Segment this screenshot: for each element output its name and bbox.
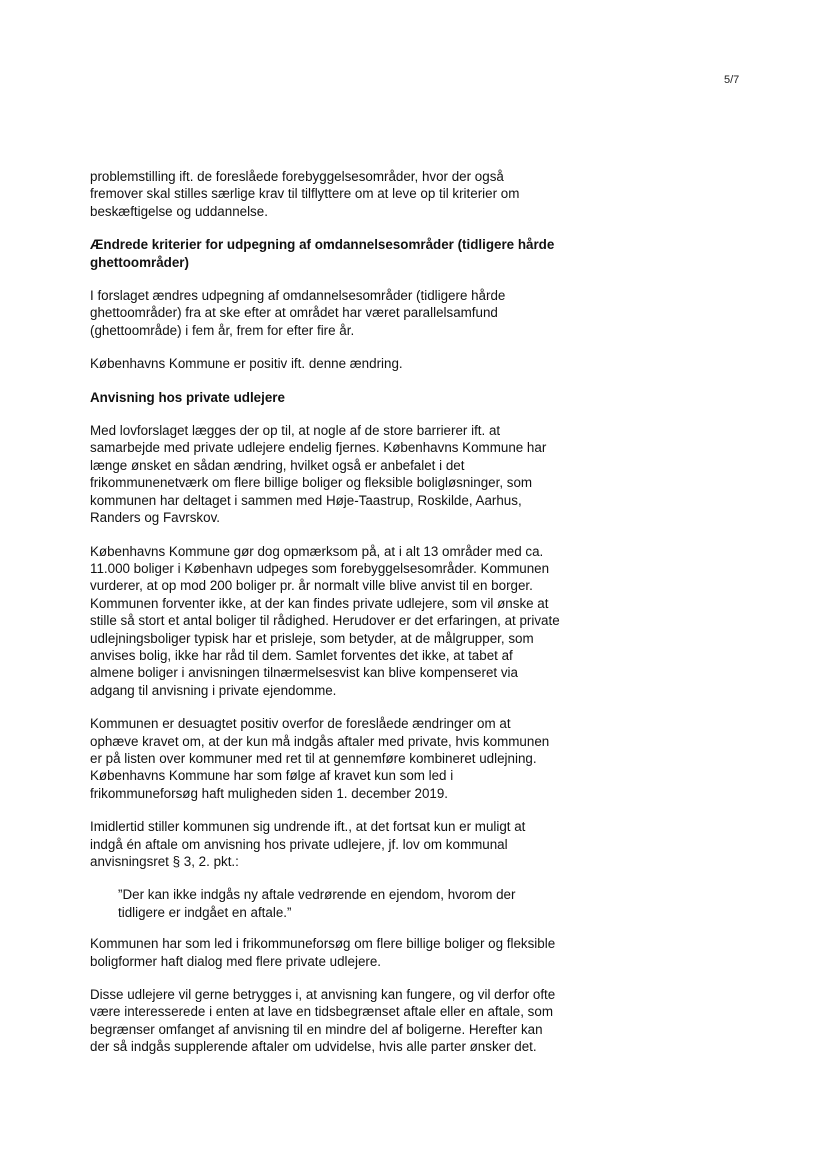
paragraph: Københavns Kommune gør dog opmærksom på, at i alt 13 områder med ca. 11.000 boliger i København udpeges som forebyggelsesområder. Kommunen vurderer, at op mod 200 boliger pr. år normalt ville blive anvist til en borger. Kommunen forventer ikke, at der kan findes private udlejere, som vil ønske at stille så stort et antal boliger til rådighed. Herudover er det erfaringen, at private udlejningsboliger typisk har et prisleje, som betyder, at de målgrupper, som anvises bolig, ikke har råd til dem. Samlet forventes det ikke, at tabet af almene boliger i anvisningen tilnærmelsesvist kan blive kompenseret via adgang til anvisning i private ejendomme. (90, 543, 560, 698)
paragraph: Københavns Kommune er positiv ift. denne ændring. (90, 356, 403, 372)
paragraph: Imidlertid stiller kommunen sig undrende ift., at det fortsat kun er muligt at indgå én aftale om anvisning hos private udlejere, jf. lov om kommunal anvisningsret § 3, 2. pkt.: (90, 819, 526, 869)
quote-text: ”Der kan ikke indgås ny aftale vedrørende en ejendom, hvorom der tidligere er indgået en aftale.” (118, 887, 516, 920)
paragraph: Disse udlejere vil gerne betrygges i, at anvisning kan fungere, og vil derfor ofte være interesserede i enten at lave en tidsbegrænset aftale eller en aftale, som begrænser omfanget af anvisning til en mindre del af boligerne. Herefter kan der så indgås supplerende aftaler om udvidelse, hvis alle parter ønsker det. (90, 987, 556, 1055)
paragraph: Kommunen har som led i frikommuneforsøg om flere billige boliger og fleksible boligformer haft dialog med flere private udlejere. (90, 936, 556, 969)
page-number: 5/7 (724, 74, 740, 86)
paragraph: Kommunen er desuagtet positiv overfor de foreslåede ændringer om at ophæve kravet om, at der kun må indgås aftaler med private, hvis kommunen er på listen over kommuner med ret til at gennemføre kombineret udlejning. Københavns Kommune har som følge af kravet kun som led i frikommuneforsøg haft muligheden siden 1. december 2019. (90, 716, 550, 801)
section-heading: Ændrede kriterier for udpegning af omdannelsesområder (tidligere hårde ghettoområder) (90, 237, 555, 270)
paragraph: problemstilling ift. de foreslåede forebyggelsesområder, hvor der også fremover skal stilles særlige krav til tilflyttere om at leve op til kriterier om beskæftigelse og uddannelse. (90, 169, 520, 219)
section-heading: Anvisning hos private udlejere (90, 389, 285, 405)
legal-quote (90, 886, 558, 921)
paragraph: Med lovforslaget lægges der op til, at nogle af de store barrierer ift. at samarbejde med private udlejere endelig fjernes. Københavns Kommune har længe ønsket en sådan ændring, hvilket også er anbefalet i det frikommunenetværk om flere billige boliger og fleksible boligløsninger, som kommunen har deltaget i sammen med Høje-Taastrup, Roskilde, Aarhus, Randers og Favrskov. (90, 423, 547, 526)
paragraph: I forslaget ændres udpegning af omdannelsesområder (tidligere hårde ghettoområder) fra at ske efter at området har været parallelsamfund (ghettoområde) i fem år, frem for efter fire år. (90, 288, 506, 338)
document-body (90, 168, 560, 1072)
